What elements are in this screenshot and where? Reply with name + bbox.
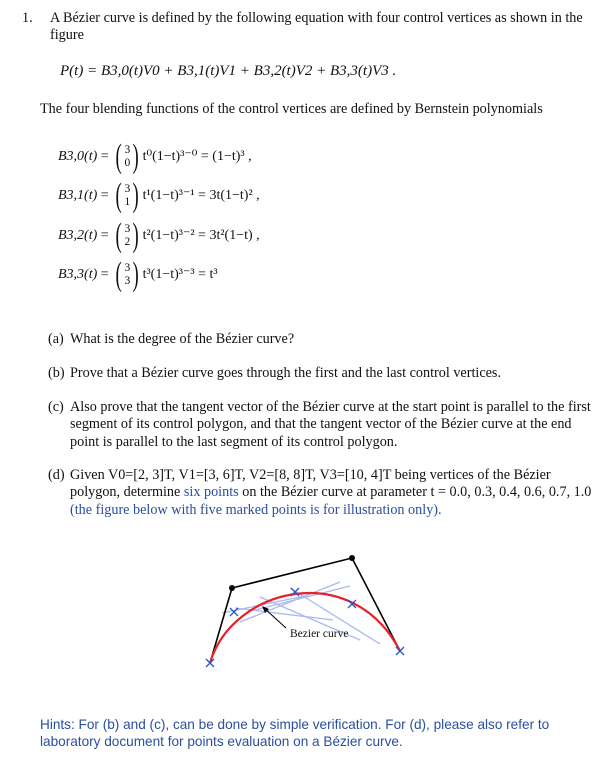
control-vertex [229,585,235,591]
label-pointer [264,608,286,628]
bezier-equation: P(t) = B3,0(t)V0 + B3,1(t)V1 + B3,2(t)V2 + B3,3(t)V3 . [60,63,397,79]
guide-line [255,586,350,610]
curve-point-marker [230,608,238,616]
bernstein-row-2: B3,2(t) = ( 3 2 ) t²(1−t)³⁻² = 3t²(1−t) , [58,217,260,254]
question-text: Prove that a Bézier curve goes through the first and the last control vertices. [70,365,502,381]
curve-point-marker [396,647,404,655]
question-d-text-b: on the Bézier curve at parameter t = 0.0, 0.3, 0.4, 0.6, 0.7, 1.0 [242,484,592,501]
bernstein-row-1: B3,1(t) = ( 3 1 ) t¹(1−t)³⁻¹ = 3t(1−t)² , [58,177,260,214]
binom-k: 0 [124,157,131,169]
bernstein-row-3: B3,3(t) = ( 3 3 ) t³(1−t)³⁻³ = t³ [58,256,218,293]
blending-intro: The four blending functions of the control vertices are defined by Bernstein polynomials [40,101,543,117]
binomial: ( 3 3 ) [115,256,140,293]
intro-text: A Bézier curve is defined by the following equation with four control vertices as shown in the figure [50,10,583,44]
question-text: What is the degree of the Bézier curve? [70,331,295,347]
question-d-text-a: Given V0=[2, 3]T, V1=[3, 6]T, V2=[8, 8]T, V3=[10, 4]T being vertices of the Bézier polygon, determine [70,467,551,501]
binom-k: 2 [124,236,131,248]
binomial: ( 3 2 ) [115,217,140,254]
bernstein-expr: t³(1−t)³⁻³ = t³ [142,267,218,283]
bernstein-name: B3,2(t) [58,228,98,244]
question-label: (c) [48,399,64,415]
question-a [48,331,596,348]
bernstein-row-0: B3,0(t) = ( 3 0 ) t⁰(1−t)³⁻⁰ = (1−t)³ , [58,138,252,175]
binom-n: 3 [124,223,131,235]
binom-k: 1 [124,196,131,208]
problem-number: 1. [22,10,33,26]
problem-intro [40,10,595,45]
question-d [48,467,596,519]
question-text [70,467,596,519]
binomial: ( 3 0 ) [115,138,140,175]
bernstein-name: B3,1(t) [58,188,98,204]
bernstein-expr: t²(1−t)³⁻² = 3t²(1−t) , [142,228,260,244]
hint-text: Hints: For (b) and (c), can be done by simple verification. For (d), please also refer to laboratory document for points evaluation on a Bézier curve. [40,717,550,749]
bernstein-name: B3,3(t) [58,267,98,283]
bernstein-expr: t¹(1−t)³⁻¹ = 3t(1−t)² , [142,188,260,204]
question-label: (a) [48,331,64,347]
question-d-highlight-b: (the figure below with five marked points is for illustration only). [70,501,442,518]
binomial: ( 3 1 ) [115,177,140,214]
binom-n: 3 [124,144,131,156]
binom-n: 3 [124,183,131,195]
control-vertex [349,555,355,561]
control-polygon [210,558,400,663]
bezier-figure [200,548,410,678]
bernstein-name: B3,0(t) [58,149,98,165]
binom-k: 3 [124,275,131,287]
bernstein-expr: t⁰(1−t)³⁻⁰ = (1−t)³ , [142,149,252,165]
question-text: Also prove that the tangent vector of the Bézier curve at the start point is parallel to the first segment of its control polygon, and that the tangent vector of the Bézier curve at the end point is parallel to the last segment of its control polygon. [70,399,591,450]
binom-n: 3 [124,262,131,274]
question-c [48,399,596,451]
question-d-highlight-a: six points [183,484,239,501]
curve-label: Bezier curve [290,628,349,640]
question-b [48,365,596,382]
question-label: (d) [48,467,65,483]
question-label: (b) [48,365,65,381]
